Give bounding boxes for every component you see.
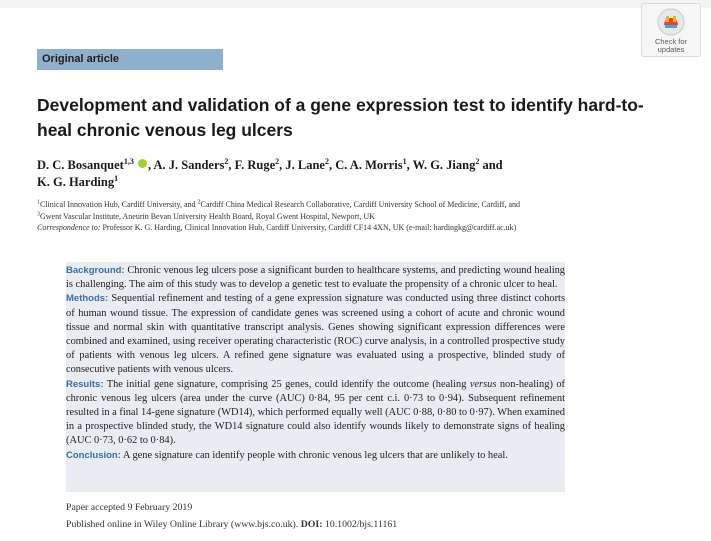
badge-line-1: Check for	[654, 37, 688, 46]
author-affil-sup: 1	[402, 156, 407, 166]
abstract-methods	[66, 292, 565, 377]
check-for-updates-badge[interactable]	[641, 3, 701, 57]
affiliation-text: Gwent Vascular Institute, Aneurin Bevan University Health Board, Royal Gwent Hospital, Newport, UK	[40, 211, 375, 221]
affil-sup: 3	[37, 210, 40, 217]
author-affil-sup: 2	[275, 156, 280, 166]
author-name[interactable]: , J. Lane	[279, 158, 325, 172]
author-conjunction: and	[479, 158, 503, 172]
published-text: Published online in Wiley Online Library (www.bjs.co.uk).	[66, 519, 301, 530]
badge-label	[655, 38, 687, 54]
abstract-background	[66, 264, 565, 292]
publication-info	[66, 499, 626, 533]
abstract-text: A gene signature can identify people with chronic venous leg ulcers that are unlikely to heal.	[120, 449, 508, 461]
author-affil-sup: 1,3	[123, 156, 134, 166]
author-affil-sup: 2	[324, 156, 329, 166]
doi-label: DOI:	[300, 519, 323, 530]
abstract-heading: Background:	[66, 265, 125, 276]
author-affil-sup: 1	[114, 173, 119, 183]
affil-sup: 1	[37, 199, 40, 206]
author-affil-sup: 2	[224, 156, 229, 166]
article-type-label: Original article	[37, 49, 223, 70]
abstract-heading: Methods:	[66, 293, 109, 305]
accepted-date: Paper accepted 9 February 2019	[66, 502, 193, 513]
abstract-heading: Conclusion:	[66, 449, 121, 461]
abstract-text: non-healing) of chronic venous leg ulcers (area under the curve (AUC) 0·84, 95 per cent c.i. 0·73 to 0·94). Subsequent refinement resulted in a final 14-gene signature (WD14), which performed equally well (AUC 0·88, 0·80 to 0·97). When examined in a prospective blinded study, the WD14 signature could also identify wounds likely to demonstrate signs of healing (AUC 0·73, 0·62 to 0·84).	[66, 378, 565, 447]
orcid-icon[interactable]	[138, 159, 147, 168]
abstract-text: Sequential refinement and testing of a gene expression signature was conducted using three distinct cohorts of human wound tissue. The expression of candidate genes was screened using a cohort of acute and chronic wound tissue and normal skin with quantitative transcript analysis. Genes showing significant expression differences were combined and examined, using receiver operating characteristic (ROC) curve analysis, in a controlled prospective study of patients with venous leg ulcers. A refined gene signature was evaluated using a prospective, blinded study of consecutive patients with venous ulcers.	[66, 293, 565, 376]
top-shade	[0, 0, 711, 8]
abstract-text: Chronic venous leg ulcers pose a significant burden to healthcare systems, and predicting wound healing is challenging. The aim of this study was to develop a genetic test to evaluate the propensity of a chronic ulcer to heal.	[66, 265, 565, 291]
badge-line-2: updates	[657, 45, 685, 54]
author-name[interactable]: , W. G. Jiang	[406, 158, 476, 172]
abstract-results	[66, 378, 565, 449]
correspondence-text: Professor K. G. Harding, Clinical Innovation Hub, Cardiff University, Cardiff CF14 4XN, UK (e-mail: hardingkg@cardiff.ac.uk)	[100, 223, 517, 232]
abstract-box	[66, 262, 565, 492]
correspondence-label: Correspondence to:	[37, 223, 101, 232]
author-name[interactable]: , A. J. Sanders	[147, 158, 225, 172]
affiliation-text: Cardiff China Medical Research Collaborative, Cardiff University School of Medicine, Cardiff, and	[200, 200, 521, 209]
author-affil-sup: 2	[475, 156, 480, 166]
published-line	[66, 516, 626, 533]
doi-link[interactable]: 10.1002/bjs.11161	[322, 519, 398, 530]
author-name[interactable]: K. G. Harding	[37, 175, 115, 189]
author-name[interactable]: , C. A. Morris	[328, 158, 403, 172]
author-list	[37, 157, 637, 191]
author-name[interactable]: , F. Ruge	[228, 158, 276, 172]
affiliations	[37, 199, 657, 234]
abstract-conclusion	[66, 449, 565, 463]
author-name[interactable]: D. C. Bosanquet	[37, 158, 124, 172]
abstract-text: The initial gene signature, comprising 25 genes, could identify the outcome (healing	[103, 378, 470, 390]
affiliation-text: Clinical Innovation Hub, Cardiff University, and	[40, 200, 198, 209]
abstract-heading: Results:	[66, 378, 104, 390]
abstract-italic-word: versus	[469, 378, 497, 390]
crossmark-icon	[656, 7, 686, 37]
abstract-body	[66, 264, 565, 463]
article-title: Development and validation of a gene expression test to identify hard-to-heal chronic venous leg ulcers	[37, 95, 644, 140]
affil-sup: 2	[197, 199, 201, 206]
